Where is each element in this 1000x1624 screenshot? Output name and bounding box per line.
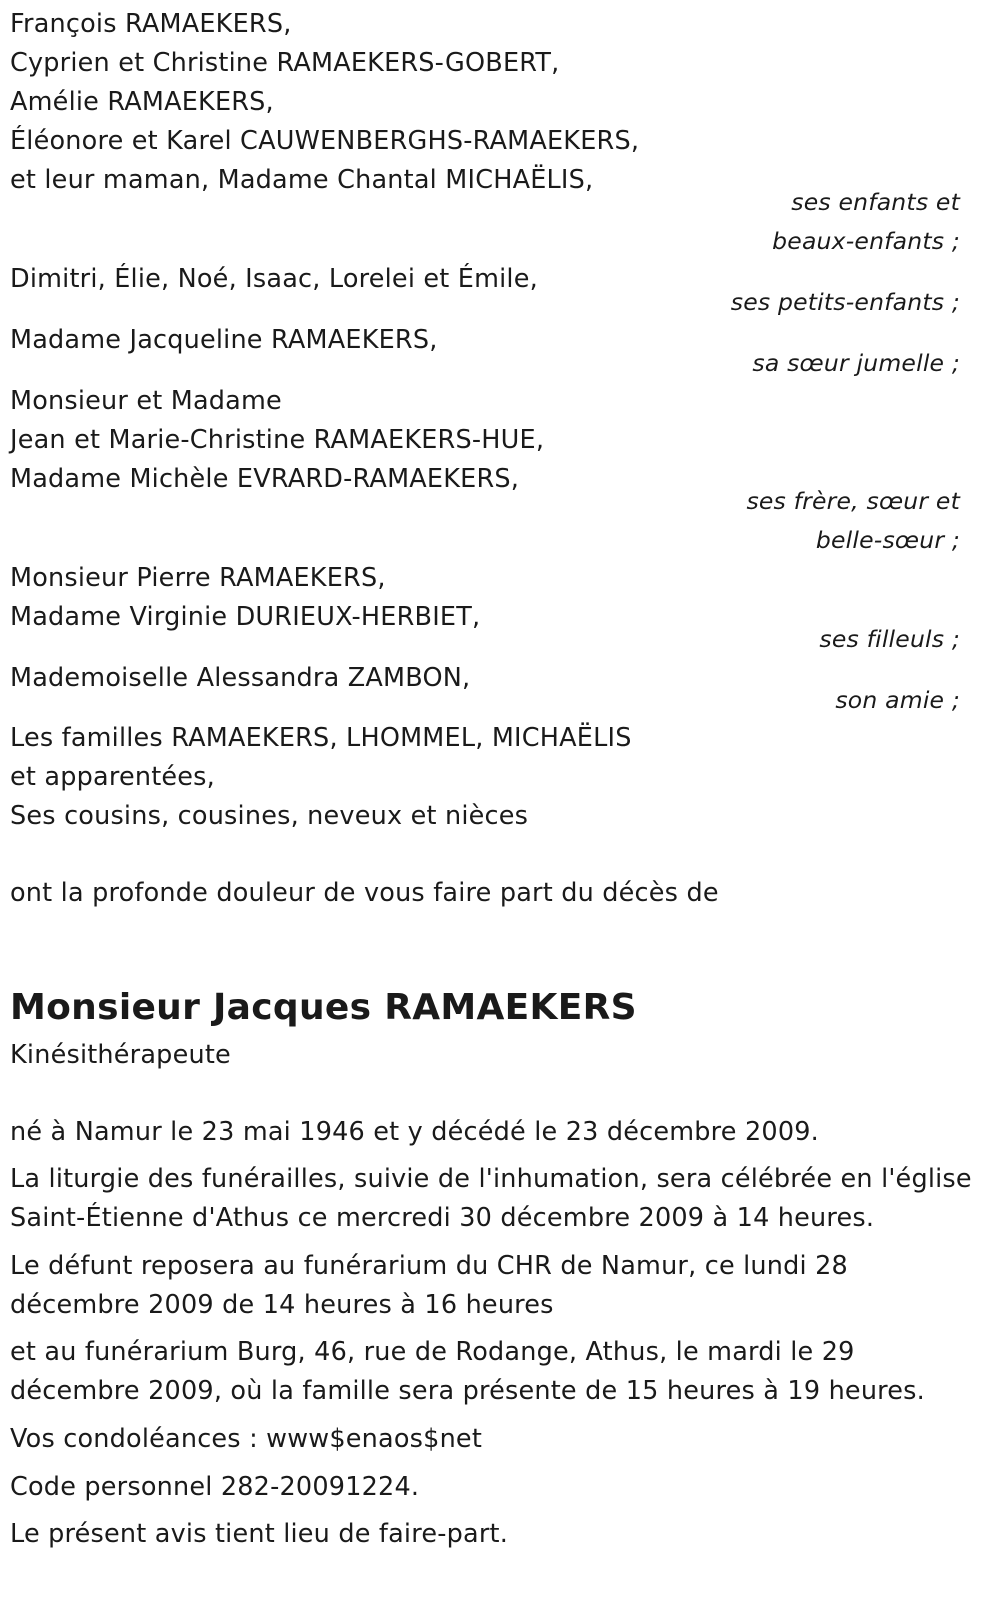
relation-label: belle-sœur ; xyxy=(815,526,960,554)
relation-label: ses filleuls ; xyxy=(819,625,960,653)
birth-death-text: né à Namur le 23 mai 1946 et y décédé le 23 décembre 2009. xyxy=(10,1117,819,1147)
family-line: Mademoiselle Alessandra ZAMBON, xyxy=(10,663,471,693)
family-line: Madame Virginie DURIEUX-HERBIET, xyxy=(10,602,481,632)
family-line: et apparentées, xyxy=(10,762,215,792)
relation-label: ses enfants et xyxy=(791,188,960,216)
family-line: Madame Jacqueline RAMAEKERS, xyxy=(10,325,438,355)
profession: Kinésithérapeute xyxy=(10,1040,231,1070)
visitation-text: décembre 2009, où la famille sera présente de 15 heures à 19 heures. xyxy=(10,1376,925,1406)
relation-label: ses petits-enfants ; xyxy=(730,288,960,316)
notice-text: Le présent avis tient lieu de faire-part. xyxy=(10,1519,509,1549)
family-line: Monsieur et Madame xyxy=(10,386,282,416)
family-line: Jean et Marie-Christine RAMAEKERS-HUE, xyxy=(10,425,545,455)
visitation-text: décembre 2009 de 14 heures à 16 heures xyxy=(10,1290,554,1320)
family-line: Cyprien et Christine RAMAEKERS-GOBERT, xyxy=(10,48,560,78)
condolences-text: Vos condoléances : www$enaos$net xyxy=(10,1424,483,1454)
family-line: Ses cousins, cousines, neveux et nièces xyxy=(10,801,529,831)
family-line: Éléonore et Karel CAUWENBERGHS-RAMAEKERS, xyxy=(10,126,640,156)
relation-label: sa sœur jumelle ; xyxy=(752,349,960,377)
family-line: Les familles RAMAEKERS, LHOMMEL, MICHAËLIS xyxy=(10,723,632,753)
relation-label: beaux-enfants ; xyxy=(772,227,960,255)
family-line: Madame Michèle EVRARD-RAMAEKERS, xyxy=(10,464,520,494)
relation-label: ses frère, sœur et xyxy=(746,487,960,515)
announcement-text: ont la profonde douleur de vous faire part du décès de xyxy=(10,878,719,908)
liturgy-text: La liturgie des funérailles, suivie de l'inhumation, sera célébrée en l'église xyxy=(10,1164,972,1194)
family-line: Monsieur Pierre RAMAEKERS, xyxy=(10,563,386,593)
family-line: Amélie RAMAEKERS, xyxy=(10,87,274,117)
family-line: François RAMAEKERS, xyxy=(10,9,292,39)
family-line: et leur maman, Madame Chantal MICHAËLIS, xyxy=(10,165,594,195)
liturgy-text: Saint-Étienne d'Athus ce mercredi 30 décembre 2009 à 14 heures. xyxy=(10,1203,875,1233)
family-line: Dimitri, Élie, Noé, Isaac, Lorelei et Émile, xyxy=(10,264,538,294)
personal-code: Code personnel 282-20091224. xyxy=(10,1472,420,1502)
relation-label: son amie ; xyxy=(835,686,960,714)
deceased-name: Monsieur Jacques RAMAEKERS xyxy=(10,987,637,1028)
visitation-text: Le défunt reposera au funérarium du CHR de Namur, ce lundi 28 xyxy=(10,1251,848,1281)
visitation-text: et au funérarium Burg, 46, rue de Rodange, Athus, le mardi le 29 xyxy=(10,1337,855,1367)
